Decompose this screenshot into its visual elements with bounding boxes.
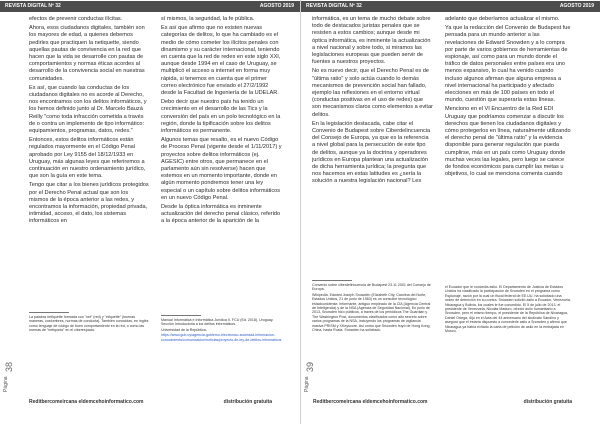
text-column-left	[312, 16, 433, 228]
paragraph: Ahora, esos ciudadanos digitales, también son los mayores de edad, a quienes debemos pedirles que practiquen la netiquette, siendo aquellas pautas de convivencia en la red que hacen que la vida se desarrolle con pautas de comportamientos y normas éticas acordes al desarrollo de la convivencia social en nuestras comunidades.	[29, 25, 145, 82]
magazine-issue-title: REVISTA DIGITAL Nº 32	[306, 3, 362, 9]
paragraph: informática, es un tema de mucho debate sobre todo de destacados juristas penales que se resisten a estos cambios; aunque desde mi óptica informática, es inminente la actualización a nivel nacional y sobre todo, si miramos las legislaciones europeas que pueden servir de fuentes a nuestros proyectos.	[312, 16, 431, 66]
paragraph: No es nuevo decir, que el Derecho Penal es de "última ratio" y solo actúa cuando lo demás mecanismos de prevención social han fallado, ejemplo las reflexiones en el entorno virtual (conductas positivas en el uso de redes) que son mecanismos claros como elementos a evitar delitos.	[312, 68, 433, 118]
footnote: el Ecuador que le concedía asilo. El Departamento de Justicia de Estados Unidos ha clasificado la participación de Snowden en el programa como Espionaje, razón por la cual un fiscal federal de EE.UU. ha solicitado una orden de detención en su contra. Snowden solicitó asilo a Ecuador, Venezuela, Nicaragua y Bolivia, los cuales le fue concedido. El 5 de julio de 2013, el presidente de Venezuela, Nicolás Maduro, ofreció asilo humanitario a Snowden, pero el mismo tiempo, el presidente de la República de Nicaragua, Daniel Ortega, dijo en el Acta del 44 aniversario del sindicato Sandino y aseguró que el estaría dispuesto a concederle asilo a Snowden y afirmó que Nicaragua ya había evitado la carta de petición de asilo en la embajada en Moscú.	[445, 285, 571, 334]
page-39	[300, 0, 600, 424]
page-label: Página	[3, 376, 9, 392]
paragraph: Debo decir que nuestro país ha tenido un crecimiento en el desarrollo de las Tics y la conversión del país en un polo tecnológico en la región, donde la tipificación sobre los delitos informáticos es permanente.	[161, 99, 281, 135]
footer-distribution: distribución gratuita	[523, 399, 572, 405]
footnotes-right	[161, 318, 282, 384]
page-label: Página	[304, 376, 310, 392]
paragraph: Entonces, estos delitos informáticos están regulados mayormente en el Código Penal aprobado por Ley 9155 del 18/12/1933 en Uruguay, más algunas leyes que referiremos a continuación en nuestro ordenamiento jurídico, que son la guía en este tema.	[29, 137, 146, 180]
footnotes-right	[445, 285, 571, 385]
page-number: 39	[305, 361, 315, 372]
footnote: Wikipedia. Edward Joseph Snowden (Elizabeth City, Carolina del Norte, Estados Unidos, 21 de junio de 1983) es un consultor tecnológico estadounidense, informante, antiguo empleado de la CIA (Agencia Central de Inteligencia) y de la NSA (Agencia de Seguridad Nacional). En junio de 2013, Snowden hizo públicos, a través de los periódicos The Guardian y The Washington Post, documentos clasificados como alto secreto sobre varios programas de la NSA, incluyendo los programas de vigilancia masiva PRISM y XKeyscore. Así como que Snowden huyó de Hong Kong, China, hasta Rusia. Snowden ha solicitado	[312, 292, 431, 333]
footnote-link[interactable]: https://www.gub.uy/agencia-gobierno-electronico-sociedad-informacion-conocimiento/comunicacion/noticias/proyecto-de-ley-de-delitos-informaticos	[161, 333, 282, 342]
text-column-right	[161, 16, 282, 299]
paragraph: Ya que la redacción del Convenio de Budapest fue pensada para un mundo anterior a las revelaciones de Edward Snowden y a lo compra por parte de varios gobiernos de herramientas de espionaje, así como para un mundo donde el tráfico de datos personales entre países era uno menos expansivo, lo cual ha venido cuando incluso algunos afirman que alguna empresa a nivel internacional ha participado y afectado elecciones en más de 100 países en todo el mundo, cuestión que superaría estas líneas.	[445, 25, 571, 104]
magazine-issue-title: REVISTA DIGITAL Nº 32	[5, 3, 61, 9]
text-column-right	[445, 16, 571, 282]
issue-date: AGOSTO 2019	[559, 3, 594, 9]
paragraph: Tengo que citar a los bienes jurídicos protegidos por el Derecho Penal actual que son los mismos de la época anterior a las redes, y encontramos la información, propiedad privada, intimidad, acceso, el dato, los sistemas informáticos en	[29, 182, 149, 225]
footnote-rule	[312, 280, 352, 281]
paragraph: Es así que afirmo que no existen nuevas categorías de delitos, lo que ha cambiado es el medio de cómo cometer los ilícitos penales con dinamismo y su carácter internacional, teniendo en cuenta que la red de redes en este siglo XXI, aunque desde 1994 en el caso de Uruguay, se multiplicó el acceso a internet en forma muy rápida, si tenemos en cuenta que el primer correo electrónico fue enviado el 27/2/1992 desde la Facultad de Ingeniería de la UDELAR.	[161, 25, 281, 97]
footnote: Convenio sobre ciberdelincuencia de Budapest 23.11.2001 del Consejo de Europa.	[312, 283, 431, 292]
footnotes-left	[29, 315, 149, 377]
footnote: La palabra netiquette formada con "net" (red) y "etiquette" (buenas maneras, costumbres, normas de conducta). También conocidas, en inglés como lenguaje de código de buen comportamiento en la red, o como las normas de "netiqueta" en el ciberespacio.	[29, 315, 149, 333]
footer-website[interactable]: Reditbercomeircana eldemcehoinformatico.com	[29, 399, 144, 405]
paragraph: Desde la óptica informática es inminente actualización del derecho penal clásico, referido a la época anterior de la aparición de la	[161, 204, 281, 225]
paragraph: sí mismos, la seguridad, la fe pública.	[161, 16, 255, 22]
footnote: Universidad de la República.	[161, 327, 207, 332]
footnotes-left	[312, 283, 433, 390]
page-footer	[301, 396, 600, 408]
paragraph: efectos de prevenir conductas ilícitas.	[29, 16, 123, 22]
footer-website[interactable]: Reditbercomeircana eldemcehoinformatico.com	[313, 399, 428, 405]
issue-date: AGOSTO 2019	[259, 3, 294, 9]
paragraph: Algunos temas que resalto, es el nuevo Código de Proceso Penal (vigente desde el 1/11/2017) y proyectos sobre delitos informáticos (ej. AGESIC) entre otros, que permanece en el parlamento aún sin resolverse) hacen que estemos en un momento importante, donde en algún momento pondremos tener una ley especial o un capítulo sobre delitos informáticos en un nuevo Código Penal.	[161, 137, 282, 201]
paragraph: adelanto que deberíamos actualizar el mismo.	[445, 16, 560, 22]
page-header	[301, 1, 600, 12]
footer-distribution: distribución gratuita	[223, 399, 272, 405]
page-footer	[0, 396, 300, 408]
text-column-left	[29, 16, 149, 302]
paragraph: Menciono en el VI Encuentro de la Red EDI Uruguay que podríamos comenzar a discutir los derechos que tienen los ciudadanos digitales y cómo protegerlos en línea, naturalmente utilizando el derecho penal de "última ratio" y la evidencia disponible para generar regulación que pueda cumplirse, más en un país como Uruguay donde muchas veces las legales, pero luego se carece de fondos económicos para cumplir las metas u objetivos, lo cual se menciona comenta cuando	[445, 106, 571, 178]
page-header	[0, 1, 300, 12]
footnote-rule	[29, 312, 69, 313]
paragraph: Es así, que cuando las conductas de los ciudadanos digitales no es acorde al Derecho, nos encontramos con los delitos informáticos, y los hemos definido junto al Dr. Marcelo Bauzá Reilly "como toda infracción cometida a través de o contra un implemento de tipo informático: equipamientos, programas, datos, redes."	[29, 84, 147, 135]
footnote-rule	[161, 315, 201, 316]
page-number: 38	[4, 361, 14, 372]
footnote: Manual Informática e Informática Jurídica II. FCU (Ed. 2018). Uruguay. Sección Introductoria a los delitos informáticos.	[161, 318, 274, 327]
paragraph: En la legislación destacada, cabe citar el Convenio de Budapest sobre Ciberdelincuencia del Consejo de Europa, ya que es la referencia a nivel global para la persecución de este tipo de delitos, aunque ya la doctrina y operadores jurídicos en Europa plantean una actualización de dicha herramienta jurídica; la pregunta que nos hacemos en estas latitudes es ¿sería la solución a nuestra legislación nacional? Les	[312, 120, 431, 185]
